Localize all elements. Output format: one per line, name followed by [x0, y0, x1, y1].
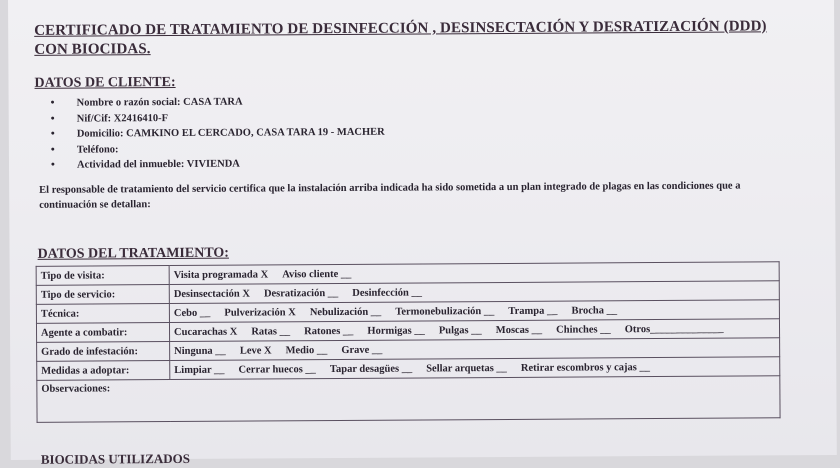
treatment-option: Cucarachas X: [173, 326, 238, 338]
treatment-option: Trampa __: [508, 305, 558, 317]
treatment-option: Visita programada X: [173, 268, 269, 281]
document-title: CERTIFICADO DE TRATAMIENTO DE DESINFECCIÓN , DESINSECTACIÓN Y DESRATIZACIÓN (DDD) CON BIOCIDAS.: [34, 18, 767, 58]
observations-row: [37, 376, 780, 423]
client-data-list: [49, 94, 385, 174]
client-phone: • Teléfono:: [49, 140, 385, 158]
treatment-row-label: Grado de infestación:: [37, 342, 170, 362]
treatment-row-label: Tipo de servicio:: [36, 285, 169, 305]
treatment-option: Aviso cliente __: [282, 268, 352, 280]
treatment-option: Desinsectación X: [173, 288, 250, 300]
treatment-row-label: Medidas a adoptar:: [37, 361, 170, 381]
client-data-heading: DATOS DE CLIENTE:: [34, 74, 176, 91]
treatment-table: [36, 261, 781, 423]
treatment-option: Leve X: [239, 344, 272, 357]
treatment-option: Pulverización X: [224, 306, 296, 319]
treatment-option: Brocha __: [571, 304, 618, 317]
treatment-option: Limpiar __: [174, 364, 225, 376]
treatment-option: Tapar desagües __: [329, 363, 413, 375]
treatment-option: Retirar escombros y cajas __: [520, 361, 651, 374]
treatment-option: Chinches __: [556, 323, 611, 336]
treatment-option: Sellar arquetas __: [426, 362, 507, 374]
client-nif: • Nif/Cif: X2416410-F: [49, 109, 385, 127]
treatment-option: Pulgas __: [438, 324, 482, 336]
treatment-option: Termonebulización __: [395, 305, 495, 318]
treatment-option: Ratones __: [304, 325, 354, 337]
treatment-row-label: Tipo de visita:: [36, 266, 169, 286]
certification-statement: El responsable de tratamiento del servicio certifica que la instalación arriba indicada ha sido sometida a un plan integrado de plagas en las condiciones que a continuación se detallan:: [39, 180, 741, 211]
observations-label: Observaciones:: [37, 376, 780, 423]
treatment-option: Hormigas __: [367, 324, 425, 337]
treatment-option: Cebo __: [173, 307, 211, 319]
treatment-option: Desratización __: [263, 287, 339, 299]
treatment-option: Ratas __: [251, 325, 291, 338]
treatment-option: Grave __: [341, 344, 383, 356]
treatment-option: Nebulización __: [309, 306, 382, 318]
client-name: • Nombre o razón social: CASA TARA: [49, 94, 385, 112]
treatment-option: Cerrar huecos __: [238, 363, 316, 376]
treatment-option: Otros______________: [624, 323, 724, 335]
treatment-row-label: Técnica:: [36, 304, 169, 324]
biocides-heading: BIOCIDAS UTILIZADOS: [40, 450, 191, 467]
treatment-option: Desinfección __: [352, 286, 423, 299]
treatment-option: Medio __: [285, 344, 328, 356]
certificate-page: [8, 0, 837, 467]
treatment-option: Moscas __: [495, 324, 543, 336]
client-activity: • Actividad del inmueble: VIVIENDA: [49, 156, 385, 174]
treatment-option: Ninguna __: [174, 345, 226, 357]
treatment-data-heading: DATOS DEL TRATAMIENTO:: [37, 245, 229, 262]
treatment-row-label: Agente a combatir:: [36, 323, 169, 343]
client-address: • Domicilio: CAMKINO EL CERCADO, CASA TARA 19 - MACHER: [49, 125, 385, 143]
